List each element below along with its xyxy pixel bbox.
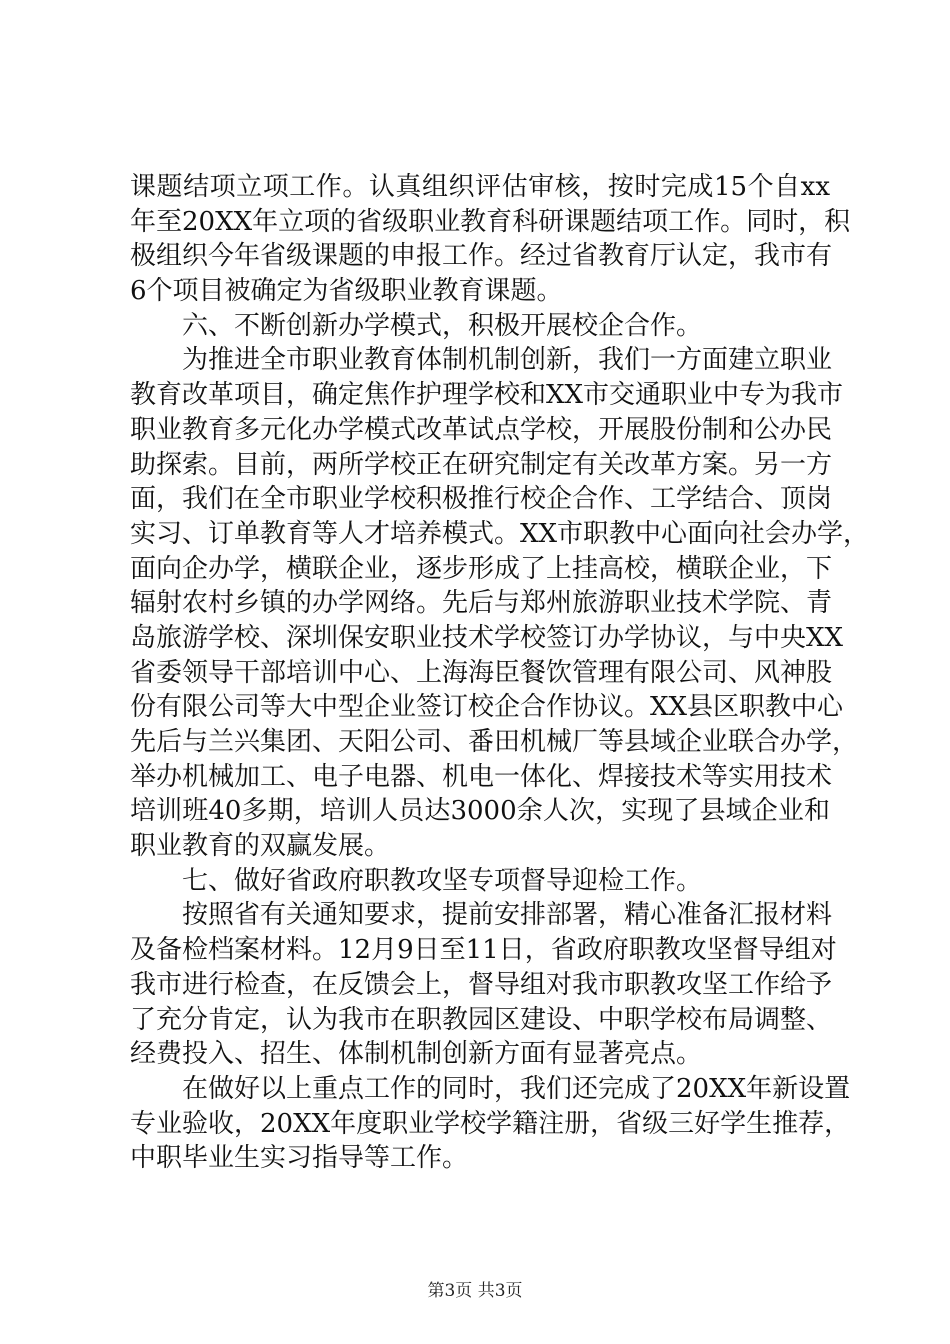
text-line: 先后与兰兴集团、天阳公司、番田机械厂等县域企业联合办学， — [130, 727, 859, 757]
page-number-label: 第3页 共3页 — [427, 1281, 523, 1301]
text-line: 专业验收，20XX年度职业学校学籍注册，省级三好学生推荐， — [130, 1108, 851, 1139]
page-footer — [0, 1276, 950, 1301]
text-line: 课题结项立项工作。认真组织评估审核，按时完成15个自xx — [130, 172, 830, 202]
document-body — [130, 170, 870, 1176]
text-line: 在做好以上重点工作的同时，我们还完成了20XX年新设置 — [182, 1073, 851, 1104]
text-line: 中职毕业生实习指导等工作。 — [130, 1143, 469, 1174]
text-line: 七、做好省政府职教攻坚专项督导迎检工作。 — [182, 865, 703, 896]
text-line: 面向企办学，横联企业，逐步形成了上挂高校，横联企业，下 — [130, 553, 833, 584]
text-line: 职业教育多元化办学模式改革试点学校，开展股份制和公办民 — [130, 414, 833, 445]
text-line: 经费投入、招生、体制机制创新方面有显著亮点。 — [130, 1039, 703, 1070]
text-line: 按照省有关通知要求，提前安排部署，精心准备汇报材料 — [182, 900, 833, 931]
text-line: 辐射农村乡镇的办学网络。先后与郑州旅游职业技术学院、青 — [130, 588, 833, 619]
text-line: 及备检档案材料。12月9日至11日，省政府职教攻坚督导组对 — [130, 935, 837, 966]
text-line: 六、不断创新办学模式，积极开展校企合作。 — [182, 310, 703, 341]
text-line: 份有限公司等大中型企业签订校企合作协议。XX县区职教中心 — [130, 692, 844, 723]
text-line: 助探索。目前，两所学校正在研究制定有关改革方案。另一方 — [130, 449, 833, 480]
text-line: 举办机械加工、电子电器、机电一体化、焊接技术等实用技术 — [130, 761, 833, 792]
text-line: 岛旅游学校、深圳保安职业技术学校签订办学协议，与中央XX — [130, 622, 844, 653]
text-line: 面，我们在全市职业学校积极推行校企合作、工学结合、顶岗 — [130, 484, 833, 515]
text-line: 为推进全市职业教育体制机制创新，我们一方面建立职业 — [182, 345, 833, 376]
text-line: 年至20XX年立项的省级职业教育科研课题结项工作。同时，积 — [130, 206, 851, 237]
text-line: 省委领导干部培训中心、上海海臣餐饮管理有限公司、风神股 — [130, 657, 833, 688]
text-line: 教育改革项目，确定焦作护理学校和XX市交通职业中专为我市 — [130, 380, 844, 411]
text-line: 培训班40多期，培训人员达3000余人次，实现了县域企业和 — [130, 796, 830, 827]
text-line: 了充分肯定，认为我市在职教园区建设、中职学校布局调整、 — [130, 1004, 833, 1035]
text-line: 6个项目被确定为省级职业教育课题。 — [130, 276, 563, 307]
text-line: 职业教育的双赢发展。 — [130, 831, 391, 862]
text-line: 极组织今年省级课题的申报工作。经过省教育厅认定，我市有 — [130, 241, 833, 272]
text-line: 我市进行检查，在反馈会上，督导组对我市职教攻坚工作给予 — [130, 969, 833, 1000]
text-line: 实习、订单教育等人才培养模式。XX市职教中心面向社会办学， — [130, 518, 870, 549]
